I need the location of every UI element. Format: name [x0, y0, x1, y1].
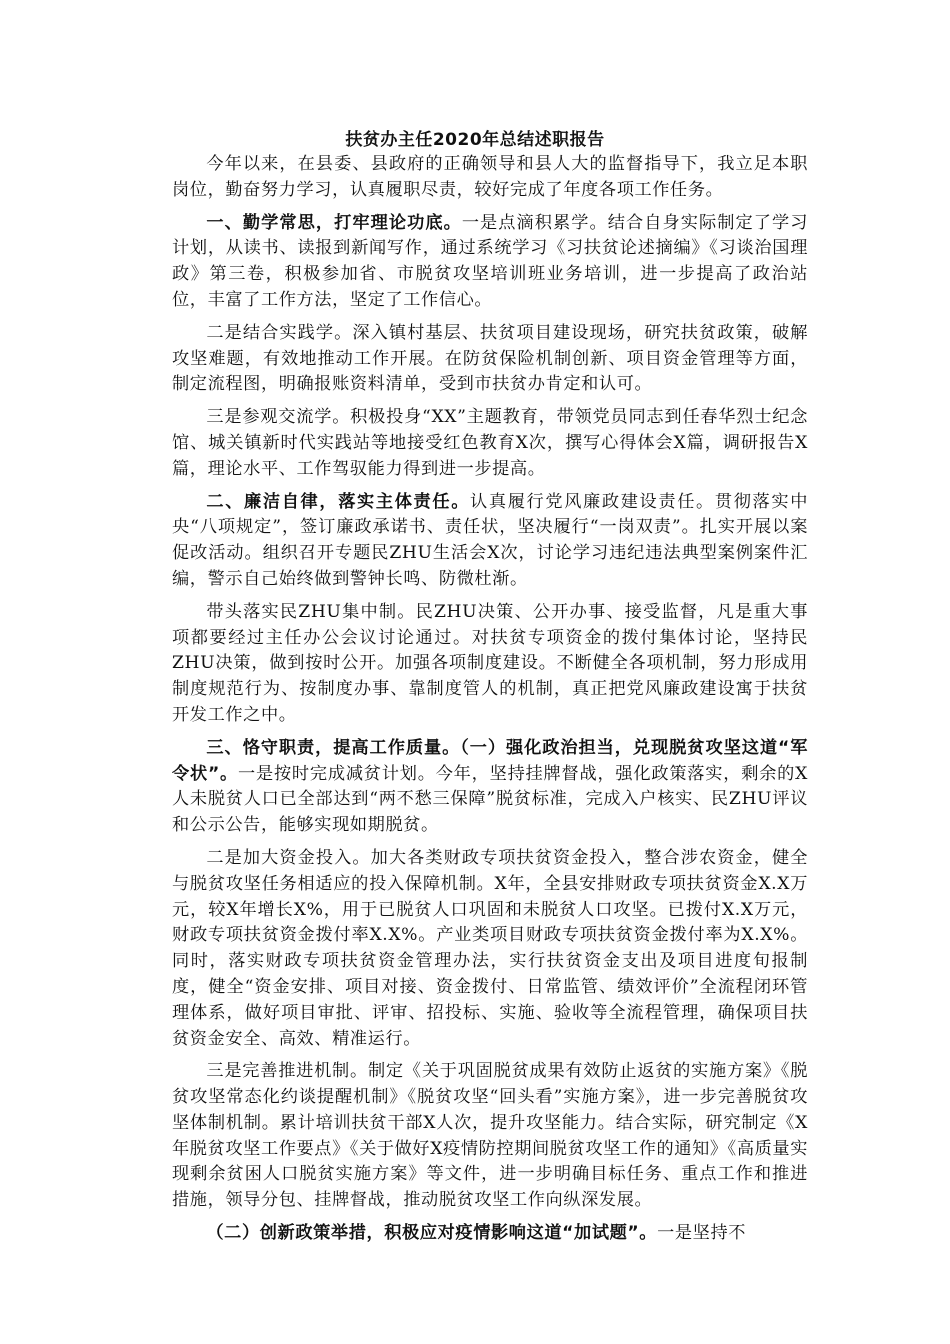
- paragraph-9-text: 三是完善推进机制。制定《关于巩固脱贫成果有效防止返贫的实施方案》《脱贫攻坚常态化约谈提醒机制》《脱贫攻坚“回头看”实施方案》，进一步完善脱贫攻坚体制机制。累计培训扶贫干部X人次，提升攻坚能力。结合实际，研究制定《X年脱贫攻坚工作要点》《关于做好X疫情防控期间脱贫攻坚工作的通知》《高质量实现剩余贫困人口脱贫实施方案》等文件，进一步明确目标任务、重点工作和推进措施，领导分包、挂牌督战，推动脱贫攻坚工作向纵深发展。: [172, 1061, 808, 1211]
- paragraph-5-heading: 二、廉洁自律，落实主体责任。: [206, 491, 471, 512]
- paragraph-2-heading: 一、勤学常思，打牢理论功底。: [206, 212, 462, 233]
- paragraph-7: [172, 736, 808, 839]
- paragraph-10-heading: （二）创新政策举措，积极应对疫情影响这道“加试题”。: [206, 1223, 658, 1244]
- paragraph-6: [172, 600, 808, 729]
- paragraph-10-text: 一是坚持不: [657, 1223, 747, 1244]
- paragraph-7-text: 一是按时完成减贫计划。今年，坚持挂牌督战，强化政策落实，剩余的X人未脱贫人口已全部达到“两不愁三保障”脱贫标准，完成入户核实、民ZHU评议和公示公告，能够实现如期脱贫。: [172, 763, 808, 836]
- paragraph-4-text: 三是参观交流学。积极投身“XX”主题教育，带领党员同志到任春华烈士纪念馆、城关镇新时代实践站等地接受红色教育X次，撰写心得体会X篇，调研报告X篇，理论水平、工作驾驭能力得到进一步提高。: [172, 407, 808, 479]
- paragraph-3: [172, 321, 808, 398]
- paragraph-9: [172, 1059, 808, 1214]
- paragraph-4: [172, 405, 808, 482]
- paragraph-2: [172, 211, 808, 314]
- document-body: [172, 152, 808, 1254]
- paragraph-1-text: 今年以来，在县委、县政府的正确领导和县人大的监督指导下，我立足本职岗位，勤奋努力学习，认真履职尽责，较好完成了年度各项工作任务。: [172, 154, 808, 200]
- document-title: 扶贫办主任2020年总结述职报告: [345, 130, 605, 150]
- paragraph-7-heading: 三、恪守职责，提高工作质量。（一）强化政治担当，兑现脱贫攻坚这道“军令状”。: [172, 737, 808, 784]
- paragraph-1: [172, 152, 808, 204]
- paragraph-10: [172, 1221, 808, 1247]
- paragraph-6-text: 带头落实民ZHU集中制。民ZHU决策、公开办事、接受监督，凡是重大事项都要经过主任办公会议讨论通过。对扶贫专项资金的拨付集体讨论，坚持民ZHU决策，做到按时公开。加强各项制度建设。不断健全各项机制，努力形成用制度规范行为、按制度办事、靠制度管人的机制，真正把党风廉政建设寓于扶贫开发工作之中。: [172, 601, 808, 725]
- paragraph-8: [172, 846, 808, 1052]
- paragraph-8-text: 二是加大资金投入。加大各类财政专项扶贫资金投入，整合涉农资金，健全与脱贫攻坚任务相适应的投入保障机制。X年，全县安排财政专项扶贫资金X.X万元，较X年增长X%，用于已脱贫人口巩固和未脱贫人口攻坚。已拨付X.X万元，财政专项扶贫资金拨付率X.X%。产业类项目财政专项扶贫资金拨付率为X.X%。同时，落实财政专项扶贫资金管理办法，实行扶贫资金支出及项目进度旬报制度，健全“资金安排、项目对接、资金拨付、日常监管、绩效评价”全流程闭环管理体系，做好项目审批、评审、招投标、实施、验收等全流程管理，确保项目扶贫资金安全、高效、精准运行。: [172, 847, 808, 1049]
- paragraph-2-text: 一是点滴积累学。结合自身实际制定了学习计划，从读书、读报到新闻写作，通过系统学习《习扶贫论述摘编》《习谈治国理政》第三卷，积极参加省、市脱贫攻坚培训班业务培训，进一步提高了政治站位，丰富了工作方法，坚定了工作信心。: [172, 212, 808, 310]
- paragraph-5-text: 认真履行党风廉政建设责任。贯彻落实中央“八项规定”，签订廉政承诺书、责任状，坚决履行“一岗双责”。扎实开展以案促改活动。组织召开专题民ZHU生活会X次，讨论学习违纪违法典型案例案件汇编，警示自己始终做到警钟长鸣、防微杜渐。: [172, 491, 808, 589]
- paragraph-5: [172, 490, 808, 593]
- paragraph-3-text: 二是结合实践学。深入镇村基层、扶贫项目建设现场，研究扶贫政策，破解攻坚难题，有效地推动工作开展。在防贫保险机制创新、项目资金管理等方面，制定流程图，明确报账资料清单，受到市扶贫办肯定和认可。: [172, 322, 808, 395]
